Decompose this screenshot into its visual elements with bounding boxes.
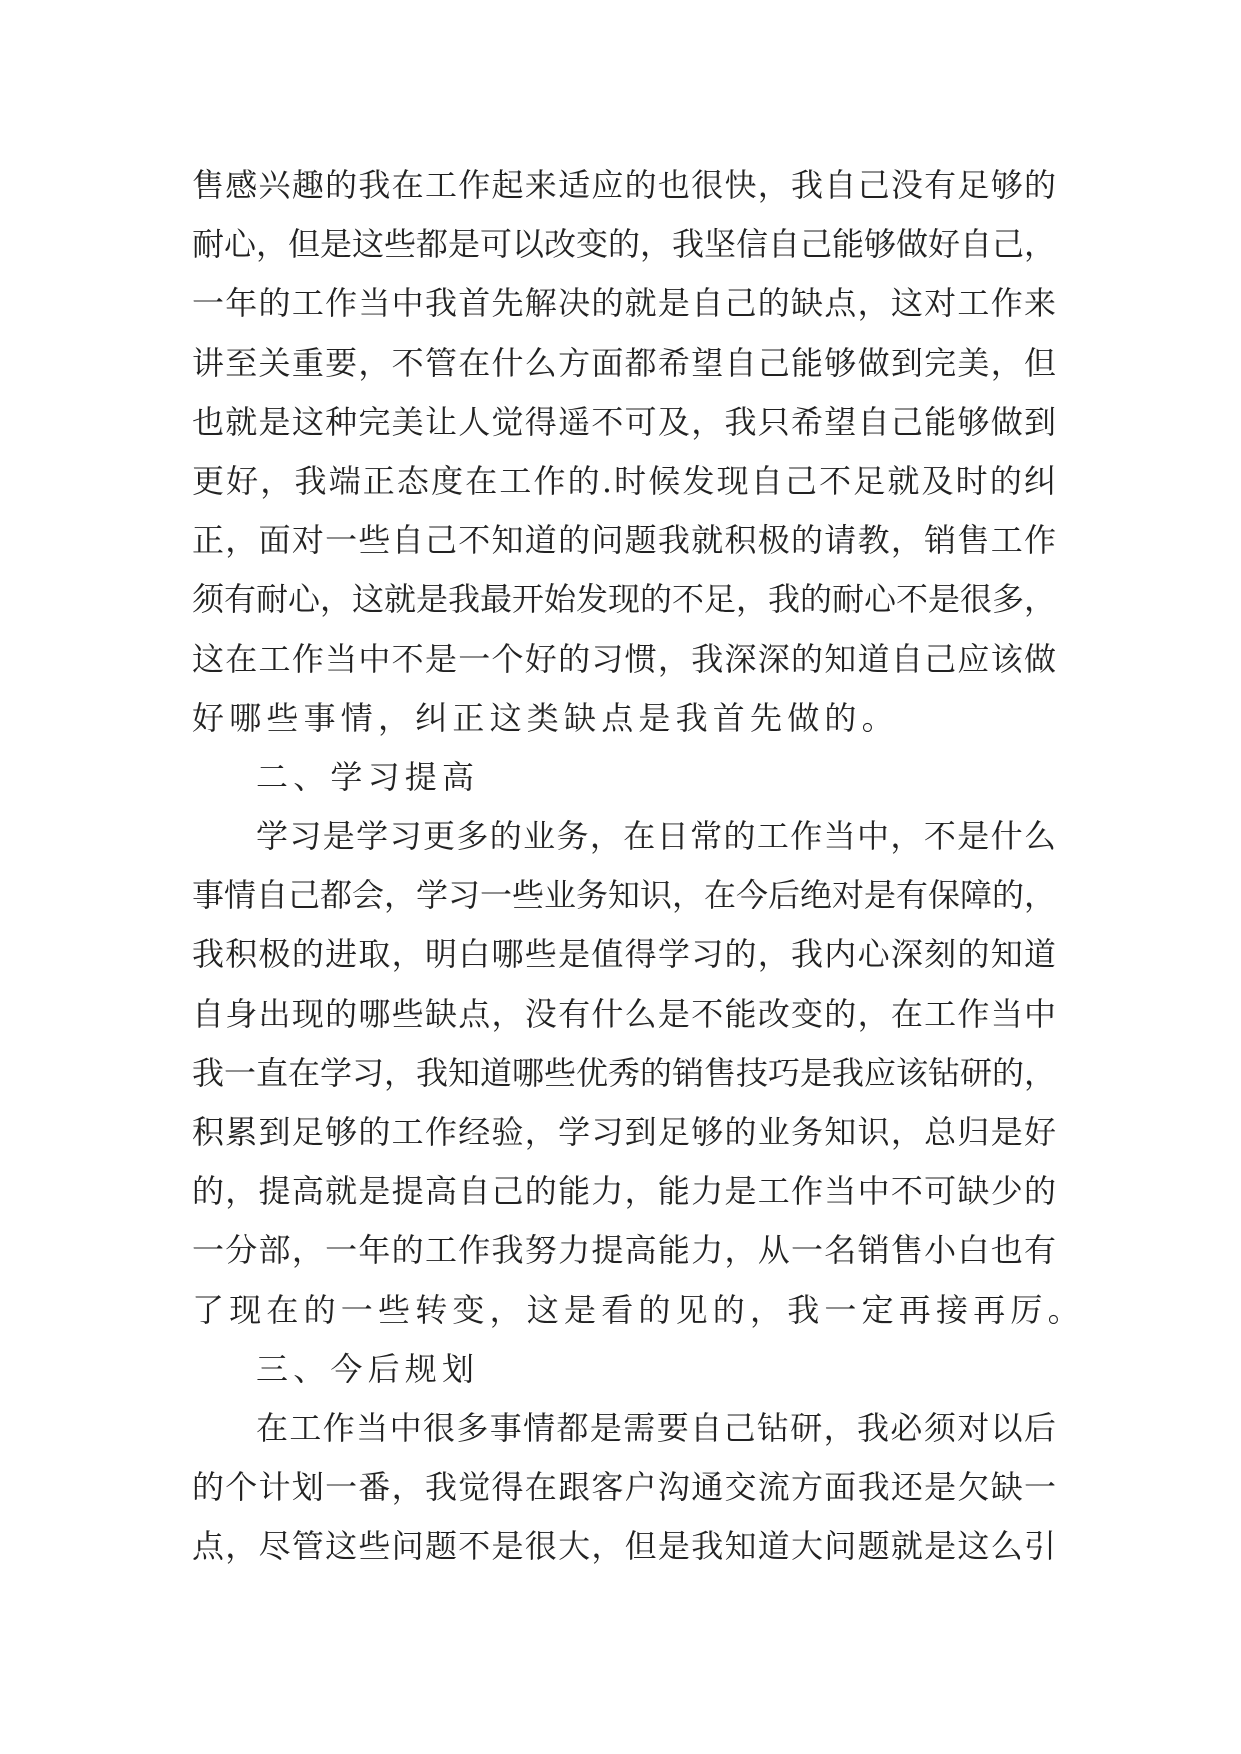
document-body — [192, 156, 1085, 1577]
text-line: 更好，我端正态度在工作的.时候发现自己不足就及时的纠 — [192, 461, 1056, 500]
text-line: 正，面对一些自己不知道的问题我就积极的请教，销售工作 — [192, 521, 1056, 560]
section-heading: 二、学习提高 — [256, 757, 480, 796]
text-line: 耐心，但是这些都是可以改变的，我坚信自己能够做好自己， — [192, 225, 1057, 264]
text-line: 在工作当中很多事情都是需要自己钻研，我必须对以后 — [256, 1408, 1056, 1447]
text-line: 我一直在学习，我知道哪些优秀的销售技巧是我应该钻研的， — [192, 1053, 1057, 1092]
text-line: 自身出现的哪些缺点，没有什么是不能改变的，在工作当中 — [192, 994, 1056, 1033]
text-line: 了现在的一些转变，这是看的见的，我一定再接再厉。 — [192, 1290, 1085, 1329]
text-line: 售感兴趣的我在工作起来适应的也很快，我自己没有足够的 — [192, 166, 1056, 204]
text-line: 学习是学习更多的业务，在日常的工作当中，不是什么 — [256, 817, 1056, 856]
text-line: 也就是这种完美让人觉得遥不可及，我只希望自己能够做到 — [192, 402, 1056, 441]
text-line: 这在工作当中不是一个好的习惯，我深深的知道自己应该做 — [192, 639, 1056, 678]
text-line: 我积极的进取，明白哪些是值得学习的，我内心深刻的知道 — [192, 935, 1056, 974]
text-line: 的个计划一番，我觉得在跟客户沟通交流方面我还是欠缺一 — [192, 1468, 1056, 1507]
text-line: 讲至关重要，不管在什么方面都希望自己能够做到完美，但 — [192, 343, 1056, 382]
text-line: 一分部，一年的工作我努力提高能力，从一名销售小白也有 — [192, 1231, 1056, 1270]
text-line: 积累到足够的工作经验，学习到足够的业务知识，总归是好 — [192, 1113, 1056, 1151]
text-line: 一年的工作当中我首先解决的就是自己的缺点，这对工作来 — [192, 284, 1056, 323]
text-line: 好哪些事情，纠正这类缺点是我首先做的。 — [192, 698, 899, 737]
text-line: 的，提高就是提高自己的能力，能力是工作当中不可缺少的 — [192, 1172, 1056, 1211]
text-line: 须有耐心，这就是我最开始发现的不足，我的耐心不是很多， — [192, 580, 1057, 619]
section-heading: 三、今后规划 — [256, 1349, 480, 1388]
text-line: 点，尽管这些问题不是很大，但是我知道大问题就是这么引 — [192, 1527, 1056, 1566]
text-line: 事情自己都会，学习一些业务知识，在今后绝对是有保障的， — [192, 876, 1057, 915]
